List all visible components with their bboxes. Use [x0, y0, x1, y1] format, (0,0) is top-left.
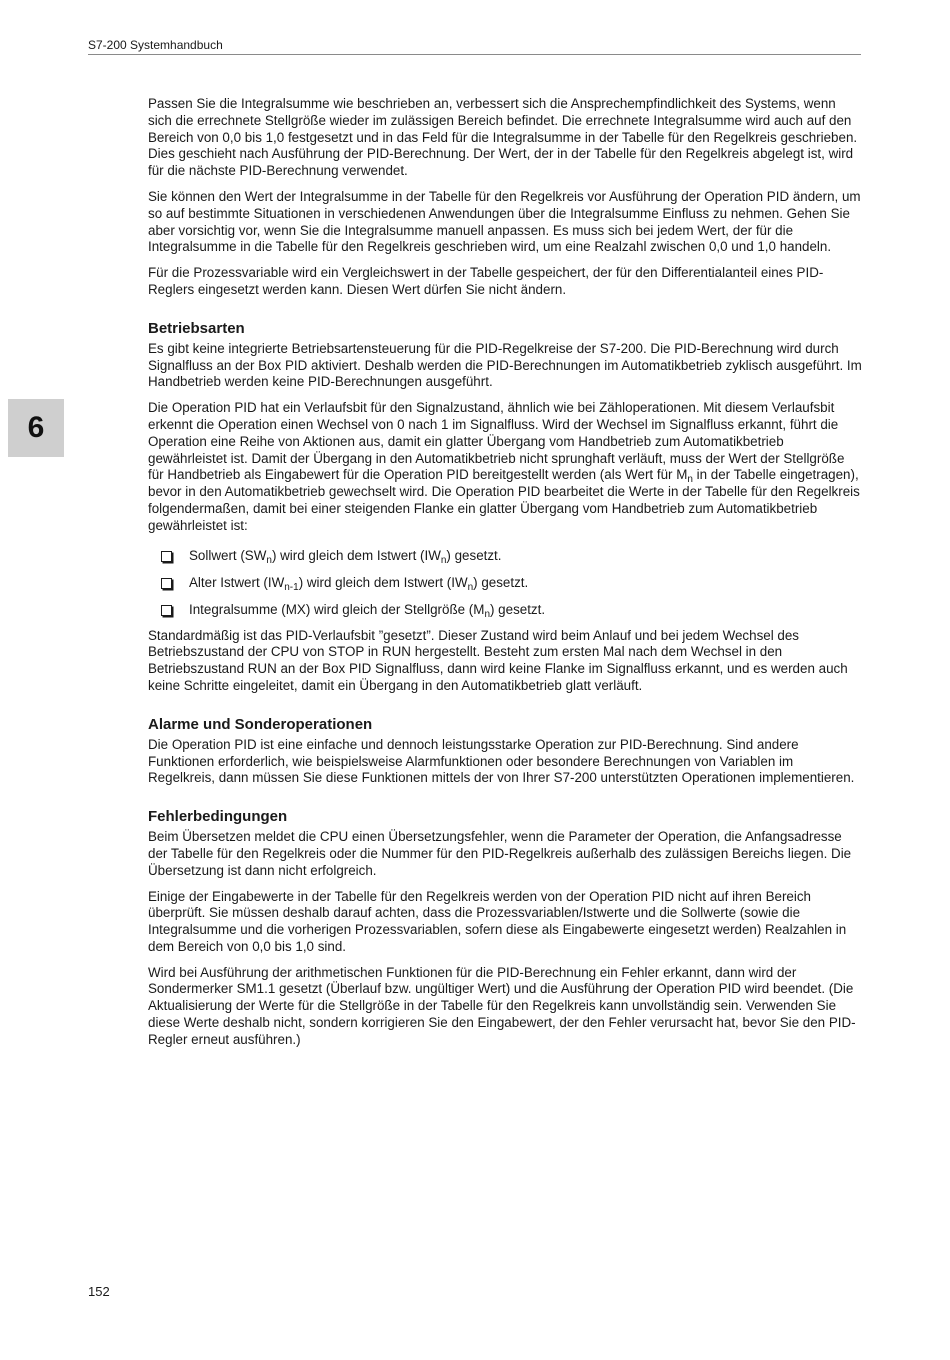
subscript: n: [266, 554, 272, 566]
list-item: [148, 547, 863, 565]
list-item: [148, 601, 863, 619]
text-segment: ) wird gleich dem Istwert (IW: [298, 574, 468, 590]
subscript: n-1: [284, 581, 299, 593]
page-body: [148, 96, 863, 1058]
bullet-list: [148, 547, 863, 619]
header-divider: [88, 54, 861, 55]
chapter-tab: 6: [8, 399, 64, 457]
paragraph: Sie können den Wert der Integralsumme in der Tabelle für den Regelkreis vor Ausführung der Operation PID ändern, um so auf bestimmte Situationen in verschiedenen Anwendungen über die Integralsumme Einfluss zu nehmen. Gehen Sie aber vorsichtig vor, wenn Sie die Integralsumme manuell anpassen. Es muss sich bei jedem Wert, der für die Integralsumme in die Tabelle für den Regelkreis geschrieben wird, um eine Realzahl zwischen 0,0 und 1,0 handeln.: [148, 188, 861, 255]
checkbox-bullet-icon: [161, 605, 172, 616]
section-heading: Betriebsarten: [148, 319, 245, 337]
paragraph: Einige der Eingabewerte in der Tabelle für den Regelkreis werden von der Operation PID nicht auf ihren Bereich überprüft. Sie müssen deshalb darauf achten, dass die Prozessvariablen/Istwerte und die Sollwerte (sowie die Integralsumme und die vorherigen Prozessvariablen, sofern diese als Eingabewerte eingesetzt werden) Realzahlen in dem Bereich von 0,0 bis 1,0 sind.: [148, 888, 847, 954]
paragraph: Für die Prozessvariable wird ein Vergleichswert in der Tabelle gespeichert, der für den Differentialanteil eines PID-Reglers eingesetzt werden kann. Diesen Wert dürfen Sie nicht ändern.: [148, 265, 824, 297]
text-segment: Die Operation PID hat ein Verlaufsbit für den Signalzustand, ähnlich wie bei Zähloperationen. Mit diesem Verlaufsbit erkennt die Operation einen Wechsel von 0 nach 1 im Signalfluss. Wird der Wechsel im Signalfluss erkannt, führt die Operation eine Reihe von Aktionen aus, damit ein glatter Übergang vom Handbetrieb zum Automatikbetrieb gewährleistet ist. Damit der Übergang in den Automatikbetrieb nicht sprunghaft verläuft, muss der Wert der Stellgröße für Handbetrieb als Eingabewert für die Operation PID bereitgestellt werden (als Wert für M: [148, 400, 845, 483]
text-segment: ) gesetzt.: [473, 574, 529, 590]
checkbox-bullet-icon: [161, 578, 172, 589]
text-segment: ) gesetzt.: [490, 601, 546, 617]
paragraph: [148, 400, 863, 534]
subscript: n: [440, 554, 447, 566]
subscript: n: [484, 608, 490, 620]
text-segment: ) gesetzt.: [446, 547, 502, 563]
text-segment: ) wird gleich dem Istwert (IW: [271, 547, 441, 563]
paragraph: Beim Übersetzen meldet die CPU einen Übersetzungsfehler, wenn die Parameter der Operation, die Anfangsadresse der Tabelle für den Regelkreis oder die Nummer für den PID-Regelkreis außerhalb des zulässigen Bereichs liegen. Die Übersetzung ist dann nicht erfolgreich.: [148, 829, 852, 878]
list-item: [148, 574, 863, 592]
paragraph: Passen Sie die Integralsumme wie beschrieben an, verbessert sich die Ansprechempfindlichkeit des Systems, wenn sich die errechnete Stellgröße wieder im zulässigen Bereich befindet. Die errechnete Integralsumme wird auch auf den Bereich von 0,0 bis 1,0 festgesetzt und in das Feld für die Integralsumme in der Tabelle für den Regelkreis geschrieben. Dies geschieht nach Ausführung der PID-Berechnung. Der Wert, der in der Tabelle für den Regelkreis abgelegt ist, wird für die nächste PID-Berechnung verwendet.: [148, 96, 858, 179]
checkbox-bullet-icon: [161, 551, 172, 562]
running-header: S7-200 Systemhandbuch: [88, 38, 223, 52]
text-segment: Sollwert (SW: [189, 547, 267, 563]
text-segment: in der Tabelle eingetragen), bevor in den Automatikbetrieb gewechselt wird. Die Operation PID bearbeitet die Werte in der Tabelle für den Regelkreis folgendermaßen, damit bei einer steigenden Flanke ein glatter Übergang vom Handbetrieb zum Automatikbetrieb gewährleistet ist:: [148, 467, 860, 533]
subscript: n: [687, 474, 693, 486]
paragraph: Wird bei Ausführung der arithmetischen Funktionen für die PID-Berechnung ein Fehler erkannt, dann wird der Sondermerker SM1.1 gesetzt (Überlauf bzw. ungültiger Wert) und die Ausführung der Operation PID wird beendet. (Die Aktualisierung der Werte für die Stellgröße in der Tabelle für den Regelkreis kann unvollständig sein. Verwenden Sie diese Werte deshalb nicht, sondern korrigieren Sie den Eingabewert, der den Fehler verursacht hat, bevor Sie den PID-Regler erneut ausführen.): [148, 964, 856, 1047]
paragraph: Die Operation PID ist eine einfache und dennoch leistungsstarke Operation zur PID-Berechnung. Sind andere Funktionen erforderlich, wie beispielsweise Alarmfunktionen oder besondere Berechnungen von Variablen im Regelkreis, dann müssen Sie diese Funktionen mittels der von Ihrer S7-200 unterstützten Operationen implementieren.: [148, 736, 855, 786]
page-number: 152: [88, 1284, 110, 1299]
text-segment: Alter Istwert (IW: [189, 574, 285, 590]
section-heading: Alarme und Sonderoperationen: [148, 715, 373, 733]
text-segment: Integralsumme (MX) wird gleich der Stellgröße (M: [189, 601, 485, 617]
paragraph: Standardmäßig ist das PID-Verlaufsbit ”gesetzt”. Dieser Zustand wird beim Anlauf und bei jedem Wechsel des Betriebszustand der CPU von STOP in RUN hergestellt. Besteht zum ersten Mal nach dem Wechsel in den Betriebszustand RUN an der Box PID Signalfluss, dann wird keine Flanke im Signalfluss erkannt, und es werden auch keine Schritte eingeleitet, damit ein Übergang in den Automatikbetrieb glatt verläuft.: [148, 627, 848, 693]
section-heading: Fehlerbedingungen: [148, 808, 288, 826]
paragraph: Es gibt keine integrierte Betriebsartensteuerung für die PID-Regelkreise der S7-200. Die PID-Berechnung wird durch Signalfluss an der Box PID aktiviert. Deshalb werden die PID-Berechnungen im Automatikbetrieb zyklisch ausgeführt. Im Handbetrieb werden keine PID-Berechnungen ausgeführt.: [148, 340, 862, 390]
subscript: n: [467, 581, 474, 593]
